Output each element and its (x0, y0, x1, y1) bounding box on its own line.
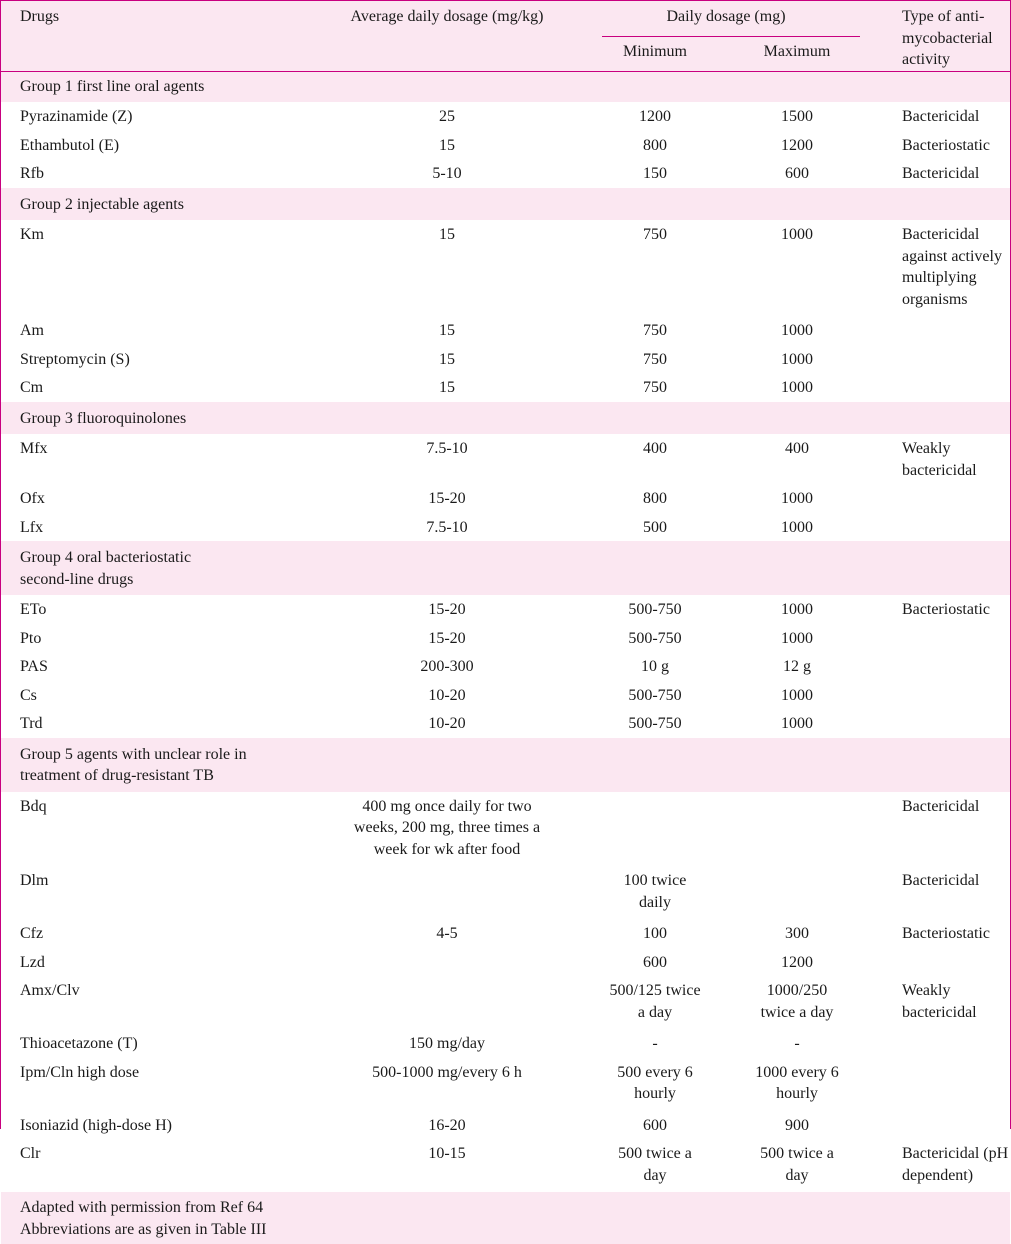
maximum-dosage: 500 twice a day (760, 1145, 834, 1184)
maximum-dosage: 1500 (781, 108, 813, 125)
average-dosage-cell (310, 595, 584, 624)
average-dosage-cell (310, 345, 584, 374)
drug-name: Amx/Clv (20, 982, 80, 999)
average-dosage: 7.5-10 (426, 518, 468, 536)
drug-name-cell (1, 1058, 310, 1111)
average-dosage: 15-20 (428, 490, 466, 507)
activity-type-cell (868, 220, 1010, 316)
group-title: Group 5 agents with unclear role in treatment of drug-resistant TB (20, 745, 247, 784)
minimum-dosage-cell (584, 1111, 726, 1140)
minimum-dosage-cell (584, 484, 726, 513)
table-footer (1, 1192, 1010, 1244)
group-title: Group 2 injectable agents (20, 195, 184, 213)
activity-type-cell (868, 513, 1010, 542)
maximum-dosage: - (794, 1035, 800, 1052)
table-row (1, 102, 1010, 131)
table-row (1, 792, 1010, 867)
table-row (1, 624, 1010, 653)
drug-name-cell (1, 624, 310, 653)
maximum-dosage-cell (726, 316, 868, 345)
minimum-dosage: 750 (643, 379, 667, 396)
drug-dosage-table (1, 1, 1010, 1244)
average-dosage: 10-20 (428, 686, 466, 704)
table-row (1, 595, 1010, 624)
table-row (1, 513, 1010, 542)
minimum-dosage: 500-750 (628, 601, 682, 618)
average-dosage-cell (310, 652, 584, 681)
table-row (1, 131, 1010, 160)
maximum-dosage-cell (726, 345, 868, 374)
drug-name: Bdq (20, 797, 47, 815)
maximum-dosage-cell (726, 624, 868, 653)
drug-name: Lfx (20, 518, 44, 536)
average-dosage-cell (310, 624, 584, 653)
minimum-dosage: 100 (643, 925, 667, 942)
average-dosage: 10-20 (428, 715, 466, 732)
drug-name-cell (1, 595, 310, 624)
drug-name-cell (1, 1111, 310, 1140)
minimum-dosage-cell (584, 792, 726, 867)
group-title-cell (1, 738, 1010, 792)
table-row (1, 681, 1010, 710)
minimum-dosage: 500-750 (628, 629, 682, 647)
maximum-dosage-cell (726, 131, 868, 160)
minimum-dosage-cell (584, 373, 726, 402)
activity-type: Bactericidal (902, 108, 980, 125)
maximum-dosage-cell (726, 866, 868, 919)
group-header-row (1, 738, 1010, 792)
minimum-dosage: 1200 (639, 108, 671, 125)
group-title: Group 3 fluoroquinolones (20, 409, 187, 427)
table-row (1, 484, 1010, 513)
average-dosage-cell (310, 1029, 584, 1058)
header-row-top (1, 1, 1010, 36)
drug-name: Cs (20, 686, 37, 704)
activity-type: Bactericidal (902, 797, 980, 815)
activity-type-cell (868, 316, 1010, 345)
average-dosage-cell (310, 948, 584, 977)
footer-note-line2: Abbreviations are as given in Table III (20, 1220, 267, 1238)
drug-name-cell (1, 316, 310, 345)
activity-type: Bactericidal (902, 165, 980, 182)
average-dosage-cell (310, 373, 584, 402)
drug-name-cell (1, 345, 310, 374)
maximum-dosage: 12 g (783, 658, 811, 675)
drug-name-cell (1, 1139, 310, 1192)
drug-name-cell (1, 709, 310, 738)
header-minimum: Minimum (622, 42, 687, 60)
activity-type-cell (868, 709, 1010, 738)
minimum-dosage-cell (584, 1139, 726, 1192)
table-row (1, 159, 1010, 188)
drug-name-cell (1, 792, 310, 867)
drug-name: ETo (20, 601, 47, 618)
group-header-row (1, 188, 1010, 221)
maximum-dosage: 1000 (781, 379, 813, 396)
minimum-dosage: 150 (643, 165, 667, 182)
minimum-dosage-cell (584, 159, 726, 188)
maximum-dosage-cell (726, 434, 868, 484)
minimum-dosage: 750 (643, 322, 667, 339)
drug-name: Mfx (20, 440, 48, 457)
average-dosage: 500-1000 mg/every 6 h (372, 1063, 522, 1081)
maximum-dosage-cell (726, 513, 868, 542)
minimum-dosage-cell (584, 131, 726, 160)
table-row (1, 373, 1010, 402)
drug-name: Km (20, 226, 44, 243)
average-dosage: 400 mg once daily for two weeks, 200 mg, three times a week for wk after food (353, 797, 541, 858)
activity-type-cell (868, 866, 1010, 919)
minimum-dosage: 400 (643, 440, 667, 457)
average-dosage-cell (310, 919, 584, 948)
header-activity-type: Type of anti-mycobacterial activity (902, 8, 993, 68)
activity-type-cell (868, 624, 1010, 653)
average-dosage: 150 mg/day (409, 1035, 485, 1052)
drug-name: Trd (20, 715, 43, 732)
footer-note-line1: Adapted with permission from Ref 64 (20, 1199, 264, 1216)
average-dosage-cell (310, 792, 584, 867)
table-row (1, 1058, 1010, 1111)
maximum-dosage-cell (726, 948, 868, 977)
header-daily-dosage (584, 1, 868, 36)
maximum-dosage: 1000 (781, 518, 813, 536)
activity-type: Bactericidal (pH dependent) (902, 1145, 1009, 1184)
minimum-dosage-cell (584, 709, 726, 738)
maximum-dosage-cell (726, 1139, 868, 1192)
minimum-dosage-cell (584, 681, 726, 710)
average-dosage-cell (310, 513, 584, 542)
activity-type-cell (868, 102, 1010, 131)
drug-name: PAS (20, 658, 48, 675)
maximum-dosage-cell (726, 976, 868, 1029)
minimum-dosage-cell (584, 434, 726, 484)
average-dosage: 15 (439, 350, 455, 368)
minimum-dosage-cell (584, 102, 726, 131)
drug-name-cell (1, 484, 310, 513)
table-row (1, 976, 1010, 1029)
maximum-dosage: 300 (785, 925, 809, 942)
minimum-dosage: 600 (643, 953, 667, 971)
minimum-dosage-cell (584, 976, 726, 1029)
average-dosage: 15 (439, 322, 455, 339)
group-title: Group 4 oral bacteriostatic second-line drugs (20, 549, 192, 588)
header-daily-dosage-rule (602, 36, 860, 37)
average-dosage-cell (310, 159, 584, 188)
maximum-dosage: 1000 (781, 226, 813, 243)
minimum-dosage: 500-750 (628, 715, 682, 732)
average-dosage-cell (310, 220, 584, 316)
table-row (1, 866, 1010, 919)
group-header-row (1, 71, 1010, 102)
average-dosage-cell (310, 484, 584, 513)
average-dosage: 16-20 (428, 1116, 466, 1134)
activity-type-cell (868, 159, 1010, 188)
maximum-dosage-cell (726, 220, 868, 316)
table-row (1, 919, 1010, 948)
drug-name: Am (20, 322, 44, 339)
maximum-dosage-cell (726, 595, 868, 624)
drug-name: Ipm/Cln high dose (20, 1063, 140, 1081)
drug-name: Pyrazinamide (Z) (20, 108, 133, 125)
activity-type-cell (868, 1139, 1010, 1192)
group-title: Group 1 first line oral agents (20, 77, 205, 95)
footer-note (1, 1192, 1010, 1244)
average-dosage-cell (310, 1111, 584, 1140)
table-row (1, 652, 1010, 681)
drug-name: Lzd (20, 953, 45, 971)
maximum-dosage: 1000 every 6 hourly (755, 1063, 839, 1102)
drug-name-cell (1, 976, 310, 1029)
maximum-dosage: 1000 (781, 322, 813, 339)
group-title-cell (1, 71, 1010, 102)
maximum-dosage: 1200 (781, 136, 813, 154)
minimum-dosage-cell (584, 866, 726, 919)
drug-name: Dlm (20, 872, 49, 889)
drug-name: Thioacetazone (T) (20, 1035, 138, 1052)
maximum-dosage-cell (726, 792, 868, 867)
minimum-dosage: 600 (643, 1116, 667, 1134)
minimum-dosage: 500-750 (628, 686, 682, 704)
average-dosage: 7.5-10 (426, 440, 468, 457)
drug-name: Clr (20, 1145, 41, 1162)
activity-type-cell (868, 792, 1010, 867)
activity-type: Bacteriostatic (902, 136, 990, 154)
group-header-row (1, 541, 1010, 595)
average-dosage-cell (310, 866, 584, 919)
activity-type: Bacteriostatic (902, 601, 990, 618)
drug-name-cell (1, 513, 310, 542)
maximum-dosage: 1000/250 twice a day (760, 982, 834, 1021)
activity-type-cell (868, 595, 1010, 624)
average-dosage-cell (310, 102, 584, 131)
minimum-dosage-cell (584, 919, 726, 948)
group-title-cell (1, 188, 1010, 221)
minimum-dosage-cell (584, 316, 726, 345)
drug-name-cell (1, 681, 310, 710)
maximum-dosage: 600 (785, 165, 809, 182)
table-row (1, 220, 1010, 316)
drug-name: Ethambutol (E) (20, 136, 120, 154)
drug-name-cell (1, 1029, 310, 1058)
activity-type: Bacteriostatic (902, 925, 990, 942)
average-dosage-cell (310, 131, 584, 160)
drug-name-cell (1, 919, 310, 948)
drug-name: Streptomycin (S) (20, 350, 130, 368)
maximum-dosage: 1000 (781, 629, 813, 647)
drug-name-cell (1, 159, 310, 188)
minimum-dosage: 500 twice a day (618, 1145, 692, 1184)
maximum-dosage-cell (726, 102, 868, 131)
average-dosage: 15 (439, 226, 455, 243)
maximum-dosage-cell (726, 652, 868, 681)
activity-type-cell (868, 919, 1010, 948)
minimum-dosage-cell (584, 513, 726, 542)
header-maximum: Maximum (763, 42, 831, 60)
average-dosage-cell (310, 1058, 584, 1111)
average-dosage: 5-10 (432, 165, 462, 182)
average-dosage: 10-15 (428, 1145, 466, 1162)
minimum-dosage-cell (584, 345, 726, 374)
drug-name-cell (1, 102, 310, 131)
minimum-dosage-cell (584, 948, 726, 977)
maximum-dosage: 900 (785, 1116, 809, 1134)
drug-name-cell (1, 131, 310, 160)
drug-name-cell (1, 866, 310, 919)
group-title-cell (1, 402, 1010, 435)
drug-name-cell (1, 434, 310, 484)
activity-type-cell (868, 1111, 1010, 1140)
table-row (1, 1111, 1010, 1140)
maximum-dosage-cell (726, 1029, 868, 1058)
minimum-dosage: - (652, 1035, 658, 1052)
group-header-row (1, 402, 1010, 435)
average-dosage: 15 (439, 136, 455, 154)
maximum-dosage-cell (726, 159, 868, 188)
maximum-dosage: 1000 (781, 601, 813, 618)
drug-name: Ofx (20, 490, 45, 507)
table-row (1, 316, 1010, 345)
drug-name: Cm (20, 379, 44, 396)
table-row (1, 1029, 1010, 1058)
minimum-dosage-cell (584, 1029, 726, 1058)
table-body (1, 71, 1010, 1192)
maximum-dosage: 1000 (781, 350, 813, 368)
drug-name-cell (1, 652, 310, 681)
minimum-dosage: 800 (643, 490, 667, 507)
average-dosage: 4-5 (436, 925, 458, 942)
minimum-dosage-cell (584, 595, 726, 624)
average-dosage: 15-20 (428, 629, 466, 647)
header-average-dosage: Average daily dosage (mg/kg) (350, 8, 544, 25)
activity-type-cell (868, 373, 1010, 402)
average-dosage-cell (310, 316, 584, 345)
maximum-dosage-cell (726, 1058, 868, 1111)
minimum-dosage: 10 g (641, 658, 669, 675)
average-dosage-cell (310, 976, 584, 1029)
maximum-dosage: 1000 (781, 686, 813, 704)
average-dosage: 15-20 (428, 601, 466, 618)
table-row (1, 948, 1010, 977)
minimum-dosage: 500 (643, 518, 667, 536)
activity-type: Weakly bactericidal (902, 440, 977, 479)
maximum-dosage-cell (726, 919, 868, 948)
maximum-dosage: 400 (785, 440, 809, 457)
activity-type-cell (868, 948, 1010, 977)
average-dosage-cell (310, 1139, 584, 1192)
maximum-dosage-cell (726, 1111, 868, 1140)
average-dosage: 15 (439, 379, 455, 396)
minimum-dosage-cell (584, 220, 726, 316)
drug-name-cell (1, 220, 310, 316)
activity-type-cell (868, 976, 1010, 1029)
maximum-dosage-cell (726, 709, 868, 738)
table-row (1, 709, 1010, 738)
activity-type: Bactericidal (902, 872, 980, 889)
drug-name-cell (1, 373, 310, 402)
minimum-dosage-cell (584, 1058, 726, 1111)
minimum-dosage-cell (584, 652, 726, 681)
maximum-dosage-cell (726, 484, 868, 513)
average-dosage-cell (310, 434, 584, 484)
maximum-dosage-cell (726, 681, 868, 710)
activity-type-cell (868, 681, 1010, 710)
table-row (1, 434, 1010, 484)
average-dosage-cell (310, 709, 584, 738)
average-dosage-cell (310, 681, 584, 710)
activity-type-cell (868, 434, 1010, 484)
activity-type-cell (868, 1029, 1010, 1058)
header-drugs: Drugs (20, 8, 60, 25)
minimum-dosage: 750 (643, 226, 667, 243)
footer-row (1, 1192, 1010, 1244)
drug-name: Isoniazid (high-dose H) (20, 1116, 172, 1134)
activity-type-cell (868, 131, 1010, 160)
average-dosage: 25 (439, 108, 455, 125)
table-row (1, 1139, 1010, 1192)
maximum-dosage-cell (726, 373, 868, 402)
activity-type-cell (868, 652, 1010, 681)
drug-name: Pto (20, 629, 42, 647)
activity-type: Weakly bactericidal (902, 982, 977, 1021)
table-header (1, 1, 1010, 71)
activity-type-cell (868, 1058, 1010, 1111)
drug-name: Cfz (20, 925, 44, 942)
minimum-dosage: 500/125 twice a day (609, 982, 701, 1021)
header-daily-dosage-label: Daily dosage (mg) (666, 8, 786, 25)
maximum-dosage: 1200 (781, 953, 813, 971)
activity-type-cell (868, 484, 1010, 513)
drug-name: Rfb (20, 165, 44, 182)
activity-type: Bactericidal against actively multiplying organisms (902, 226, 1002, 308)
maximum-dosage: 1000 (781, 490, 813, 507)
minimum-dosage: 500 every 6 hourly (617, 1063, 693, 1102)
minimum-dosage: 800 (643, 136, 667, 154)
minimum-dosage-cell (584, 624, 726, 653)
average-dosage: 200-300 (420, 658, 474, 675)
group-title-cell (1, 541, 1010, 595)
minimum-dosage: 750 (643, 350, 667, 368)
activity-type-cell (868, 345, 1010, 374)
minimum-dosage: 100 twice daily (623, 872, 687, 911)
drug-name-cell (1, 948, 310, 977)
maximum-dosage: 1000 (781, 715, 813, 732)
table-row (1, 345, 1010, 374)
